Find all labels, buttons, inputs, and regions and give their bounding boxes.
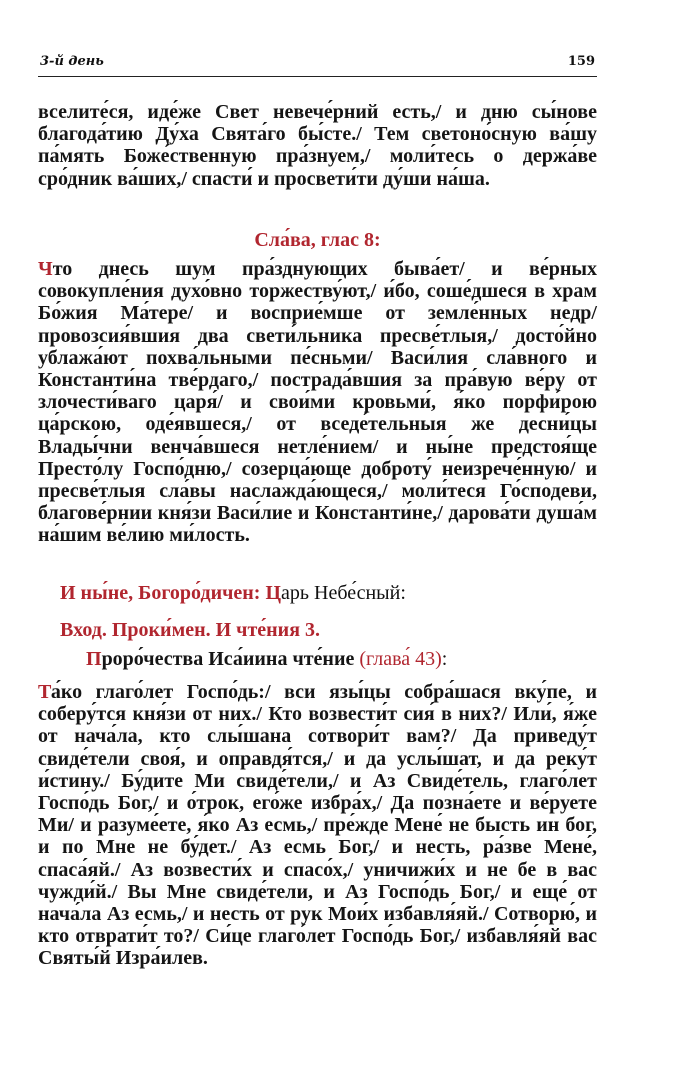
drop-letter: Т bbox=[38, 681, 51, 703]
reading-colon: : bbox=[441, 648, 448, 670]
paragraph-continuation: вселите́ся, иде́же Свет невече́рний есть,/ и дню сы́нове благода́тию Ду́ха Свята́го бы́сте./ Тем светоно́сную ва́шу па́мять Боже́ственную пра́знуем,/ моли́тесь о держа́ве сро́дник ва́ших,/ спасти́ и просвети́ти ду́ши на́ша. bbox=[38, 101, 597, 190]
day-label: 3-й день bbox=[40, 54, 104, 69]
isaiah-reading bbox=[38, 681, 597, 970]
reading-chapter-ref: (глава́ 43) bbox=[359, 648, 442, 670]
glory-hymn-text: то днесь шум пра́зднующих быва́ет/ и ве́рных совокупле́ния духо́вно торжеству́ют,/ и́бо, соше́дшеся в храм Бо́жия Ма́тере/ и восприе́мше от земле́нных недр/ провозсия́вшия два свети́льника пресве́тлыя,/ досто́йно ублажа́ют похва́льными пе́сньми/ Васи́лия сла́вного и Константи́на тве́рдаго,/ пострада́вшия за пра́вую ве́ру от злочести́ваго царя́/ и свои́ми кровьми́, я́ко порфи́рою ца́рскою, оде́явшеся,/ от вседе́тельныя же десни́цы Влады́чни венча́вшеся нетле́нием/ и ны́не предстоя́ще Престо́лу Госпо́дню,/ созерца́юще доброту́ неизрече́нную/ и пресве́тлыя сла́вы наслажда́ющеся,/ моли́теся Го́сподеви, благове́рнии кня́зи Васи́лие и Константи́не,/ дарова́ти душа́м на́шим ве́лию ми́лость. bbox=[38, 258, 597, 547]
reading-bold-text: роро́чества Иса́иина чте́ние bbox=[101, 648, 355, 670]
and-now-heading bbox=[60, 581, 597, 605]
running-header bbox=[38, 54, 597, 77]
glory-hymn bbox=[38, 258, 597, 547]
reading-title bbox=[86, 647, 597, 671]
page-number: 159 bbox=[567, 54, 595, 69]
reading-red-letter: П bbox=[86, 648, 102, 670]
glory-heading: Сла́ва, глас 8: bbox=[254, 229, 381, 251]
drop-letter: Ч bbox=[38, 258, 53, 280]
and-now-red-text: И ны́не, Богоро́дичен: bbox=[60, 582, 266, 604]
and-now-red-letter: Ц bbox=[265, 582, 281, 604]
isaiah-reading-text: а́ко глаго́лет Госпо́дь:/ вси язы́цы собра́шася вку́пе, и соберу́тся кня́зи от них./ Кто возвести́т сия́ в них?/ Или́, я́же от нача́ла, кто слы́шана сотвори́т вам?/ Да приведу́т свиде́тели своя́, и оправдя́тся,/ и да услы́шат, и да реку́т и́стину./ Бу́дите Ми свиде́тели,/ и Аз Свиде́тель, глаго́лет Госпо́дь Бог,/ и о́трок, его́же избра́х,/ Да позна́ете и ве́руете Ми/ и разуме́ете, я́ко Аз есмь,/ пре́жде Мене́ не бысть ин бог, и по Мне не бу́дет./ Аз есмь Бог,/ и несть, ра́зве Мене́, спаса́яй./ Аз возвести́х и спасо́х,/ уничижи́х и не бе в вас чужди́й./ Вы Мне свиде́тели, и Аз Госпо́дь Бог,/ и еще́ от нача́ла Аз есмь,/ и несть от рук Мои́х избавля́яй./ Сотворю́, и кто отврати́т то?/ Си́це глаго́лет Госпо́дь Бог,/ избавля́яй вас Святы́й Изра́илев. bbox=[38, 681, 597, 970]
and-now-black-text: арь Небе́сный: bbox=[281, 582, 406, 604]
entrance-heading: Вход. Проки́мен. И чте́ния 3. bbox=[60, 619, 321, 641]
